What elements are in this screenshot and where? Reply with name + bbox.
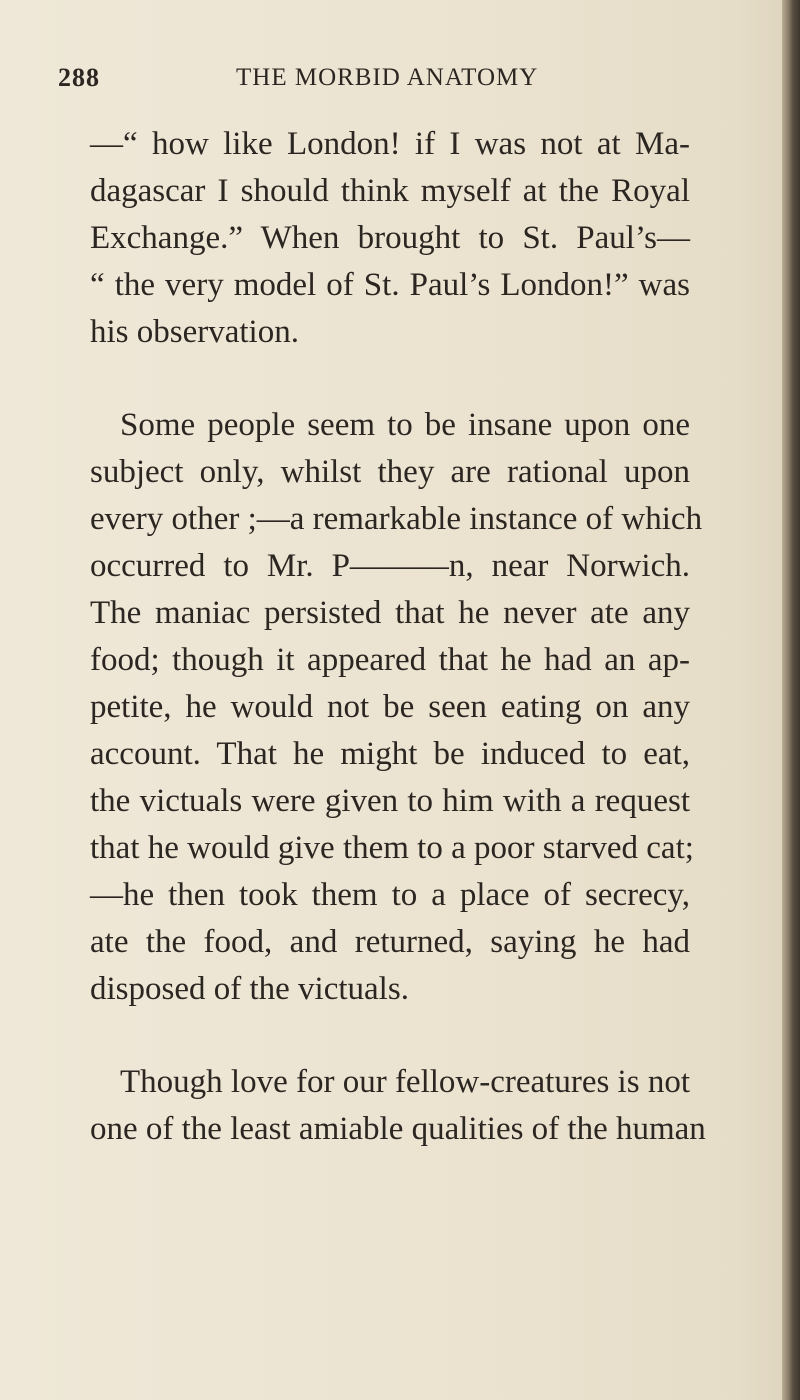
- page-header: [58, 58, 558, 98]
- running-head: THE MORBID ANATOMY: [236, 64, 539, 91]
- text-line: Though love for our fellow-creatures is not: [120, 1064, 690, 1100]
- paragraph-gap: [90, 1015, 690, 1061]
- body-text: [90, 123, 706, 1155]
- text-line: disposed of the victuals.: [90, 971, 409, 1007]
- text-line: —he then took them to a place of secrecy,: [90, 877, 690, 913]
- text-line: that he would give them to a poor starved cat;: [90, 830, 694, 866]
- text-line: petite, he would not be seen eating on any: [90, 689, 690, 725]
- paragraph-gap: [90, 358, 690, 404]
- text-line: occurred to Mr. P———n, near Norwich.: [90, 548, 690, 584]
- text-line: The maniac persisted that he never ate any: [90, 595, 690, 631]
- text-line: ate the food, and returned, saying he had: [90, 924, 690, 960]
- text-line: food; though it appeared that he had an ap-: [90, 642, 690, 678]
- text-line: one of the least amiable qualities of the human: [90, 1111, 706, 1147]
- page-number: 288: [58, 63, 100, 92]
- page-edge-shadow: [782, 0, 800, 1400]
- text-line: dagascar I should think myself at the Royal: [90, 173, 690, 209]
- text-line: “ the very model of St. Paul’s London!” was: [90, 267, 690, 303]
- text-line: subject only, whilst they are rational upon: [90, 454, 690, 490]
- text-line: Exchange.” When brought to St. Paul’s—: [90, 220, 690, 256]
- text-line: his observation.: [90, 314, 299, 350]
- text-line: every other ;—a remarkable instance of which: [90, 501, 703, 537]
- text-line: account. That he might be induced to eat,: [90, 736, 690, 772]
- text-line: —“ how like London! if I was not at Ma-: [90, 126, 690, 162]
- text-line: the victuals were given to him with a request: [90, 783, 690, 819]
- text-line: Some people seem to be insane upon one: [120, 407, 690, 443]
